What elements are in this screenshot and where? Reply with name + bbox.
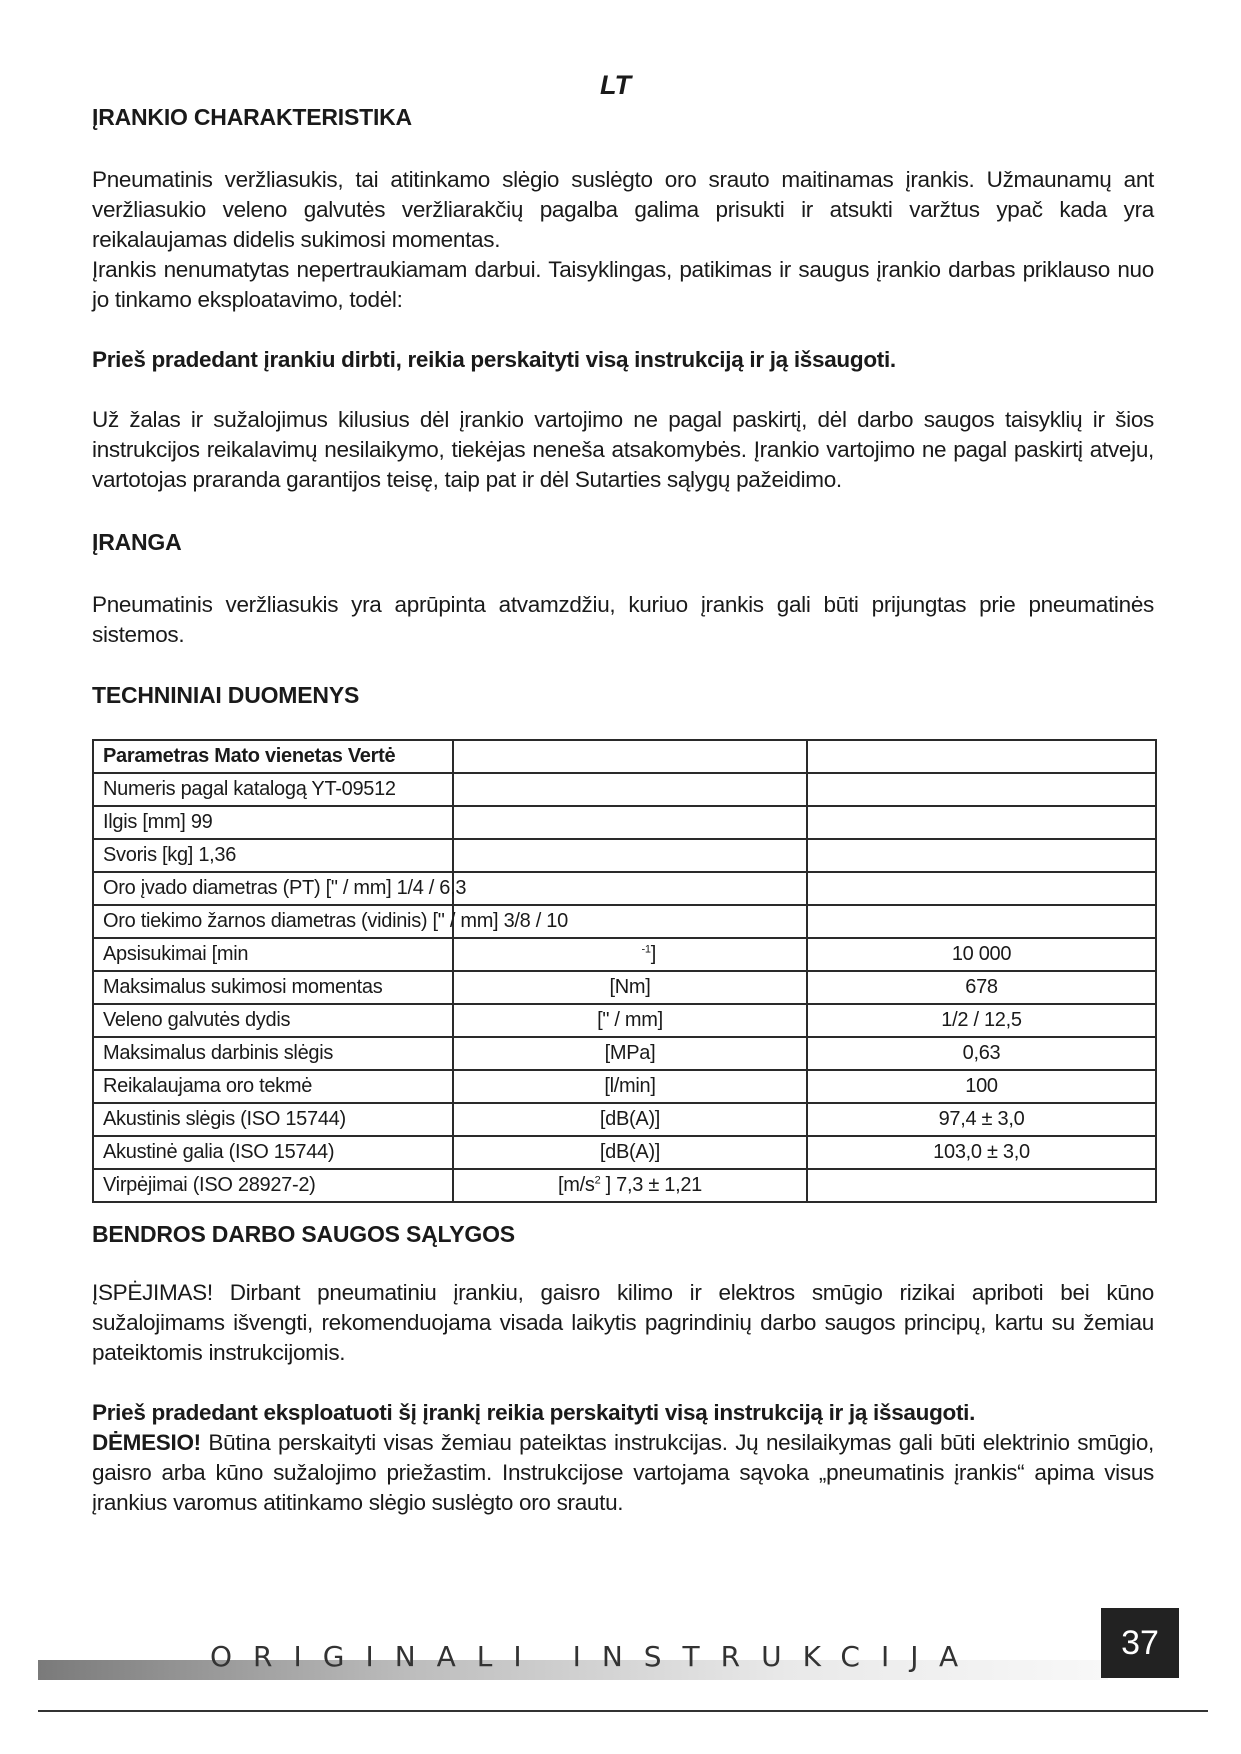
table-cell: Numeris pagal katalogą YT-09512 <box>93 773 453 806</box>
table-cell-param: Virpėjimai (ISO 28927-2) <box>93 1169 453 1202</box>
table-row <box>93 872 1156 905</box>
table-cell-value: 0,63 <box>807 1037 1156 1070</box>
table-row <box>93 971 1156 1004</box>
section-title-safety: BENDROS DARBO SAUGOS SĄLYGOS <box>92 1221 515 1247</box>
table-cell-param: Akustinė galia (ISO 15744) <box>93 1136 453 1169</box>
table-cell-unit: [$m/s^2$ ] 7,3 ± 1,21 <box>453 1169 807 1202</box>
table-row <box>93 740 1156 773</box>
paragraph-warning: ĮSPĖJIMAS! Dirbant pneumatiniu įrankiu, gaisro kilimo ir elektros smūgio rizikai apriboti bei kūno sužalojimams išvengti, rekomenduojama visada laikytis pagrindinių darbo saugos principų, kartu su žemiau pateiktomis instrukcijomis. <box>92 1280 1154 1365</box>
table-row <box>93 806 1156 839</box>
table-cell-unit: [dB(A)] <box>453 1103 807 1136</box>
table-cell-unit: [l/min] <box>453 1070 807 1103</box>
table-cell: Oro tiekimo žarnos diametras (vidinis) [" / mm] 3/8 / 10 <box>93 905 453 938</box>
paragraph-description: Pneumatinis veržliasukis, tai atitinkamo slėgio suslėgto oro srauto maitinamas įrankis. Užmaunamų ant veržliasukio veleno galvutės veržliarakčių pagalba galima prisukti ir atsukti varžtus ypač kada yra reikalaujamas didelis sukimosi momentas. <box>92 167 1154 252</box>
table-cell-value: 97,4 ± 3,0 <box>807 1103 1156 1136</box>
table-row <box>93 1103 1156 1136</box>
paragraph-liability: Už žalas ir sužalojimus kilusius dėl įrankio vartojimo ne pagal paskirtį, dėl darbo saugos taisyklių ir šios instrukcijos reikalavimų nesilaikymo, tiekėjas neneša atsakomybės. Įrankio vartojimo ne pagal paskirtį atveju, vartotojas praranda garantijos teisę, taip pat ir dėl Sutarties sąlygų pažeidimo. <box>92 407 1154 492</box>
table-cell-unit: [MPa] <box>453 1037 807 1070</box>
paragraph-attention: DĖMESIO! Būtina perskaityti visas žemiau pateiktas instrukcijas. Jų nesilaikymas gali būti elektrinio smūgio, gaisro arba kūno sužalojimo priežastim. Instrukcijose vartojama sąvoka „pneumatinis įrankis“ apima visus įrankius varomus atitinkamo slėgio suslėgto oro srautu. <box>92 1430 1154 1515</box>
table-row <box>93 1136 1156 1169</box>
table-row <box>93 905 1156 938</box>
table-cell-value: 1/2 / 12,5 <box>807 1004 1156 1037</box>
table-row <box>93 938 1156 971</box>
attention-label: DĖMESIO! <box>92 1430 201 1455</box>
table-cell-value: 10 000 <box>807 938 1156 971</box>
superscript: -1 <box>641 943 651 956</box>
table-cell-value: 678 <box>807 971 1156 1004</box>
paragraph-usage: Įrankis nenumatytas nepertraukiamam darbui. Taisyklingas, patikimas ir saugus įrankio darbas priklauso nuo jo tinkamo eksploatavimo, todėl: <box>92 257 1154 312</box>
paragraph-read-before-use: Prieš pradedant eksploatuoti šį įrankį reikia perskaityti visą instrukciją ir ją išsaugoti. <box>92 1400 976 1425</box>
table-cell: Svoris [kg] 1,36 <box>93 839 453 872</box>
page-content <box>92 104 1154 1518</box>
section-title-technical-data: TECHNINIAI DUOMENYS <box>92 682 360 708</box>
superscript: 2 <box>594 1174 601 1187</box>
table-cell-unit: $^{-1}$] <box>453 938 807 971</box>
footer-label: ORIGINALI INSTRUKCIJA <box>210 1640 980 1673</box>
table-row <box>93 839 1156 872</box>
table-row <box>93 1169 1156 1202</box>
table-cell-param: Veleno galvutės dydis <box>93 1004 453 1037</box>
table-cell-param: Reikalaujama oro tekmė <box>93 1070 453 1103</box>
table-cell-unit: [Nm] <box>453 971 807 1004</box>
table-cell-value: 100 <box>807 1070 1156 1103</box>
footer-divider <box>38 1710 1208 1712</box>
table-cell-unit: [" / mm] <box>453 1004 807 1037</box>
table-row <box>93 1070 1156 1103</box>
table-cell-param: Apsisukimai [min <box>93 938 453 971</box>
language-code: LT <box>600 70 631 100</box>
table-cell-param: Maksimalus darbinis slėgis <box>93 1037 453 1070</box>
table-cell-param: Akustinis slėgis (ISO 15744) <box>93 1103 453 1136</box>
table-row <box>93 1037 1156 1070</box>
table-row <box>93 773 1156 806</box>
paragraph-read-instructions: Prieš pradedant įrankiu dirbti, reikia perskaityti visą instrukciją ir ją išsaugoti. <box>92 347 896 372</box>
table-cell: Oro įvado diametras (PT) [" / mm] 1/4 / 6,3 <box>93 872 453 905</box>
section-title-equipment: ĮRANGA <box>92 529 182 555</box>
table-cell: Ilgis [mm] 99 <box>93 806 453 839</box>
table-cell-value: 103,0 ± 3,0 <box>807 1136 1156 1169</box>
paragraph-equipment: Pneumatinis veržliasukis yra aprūpinta atvamzdžiu, kuriuo įrankis gali būti prijungtas prie pneumatinės sistemos. <box>92 592 1154 647</box>
section-title-characteristics: ĮRANKIO CHARAKTERISTIKA <box>92 104 412 130</box>
table-cell-unit: [dB(A)] <box>453 1136 807 1169</box>
table-header-cell: Parametras Mato vienetas Vertė <box>93 740 453 773</box>
page-number: 37 <box>1101 1608 1179 1678</box>
technical-data-table <box>92 739 1157 1203</box>
table-row <box>93 1004 1156 1037</box>
table-cell-param: Maksimalus sukimosi momentas <box>93 971 453 1004</box>
